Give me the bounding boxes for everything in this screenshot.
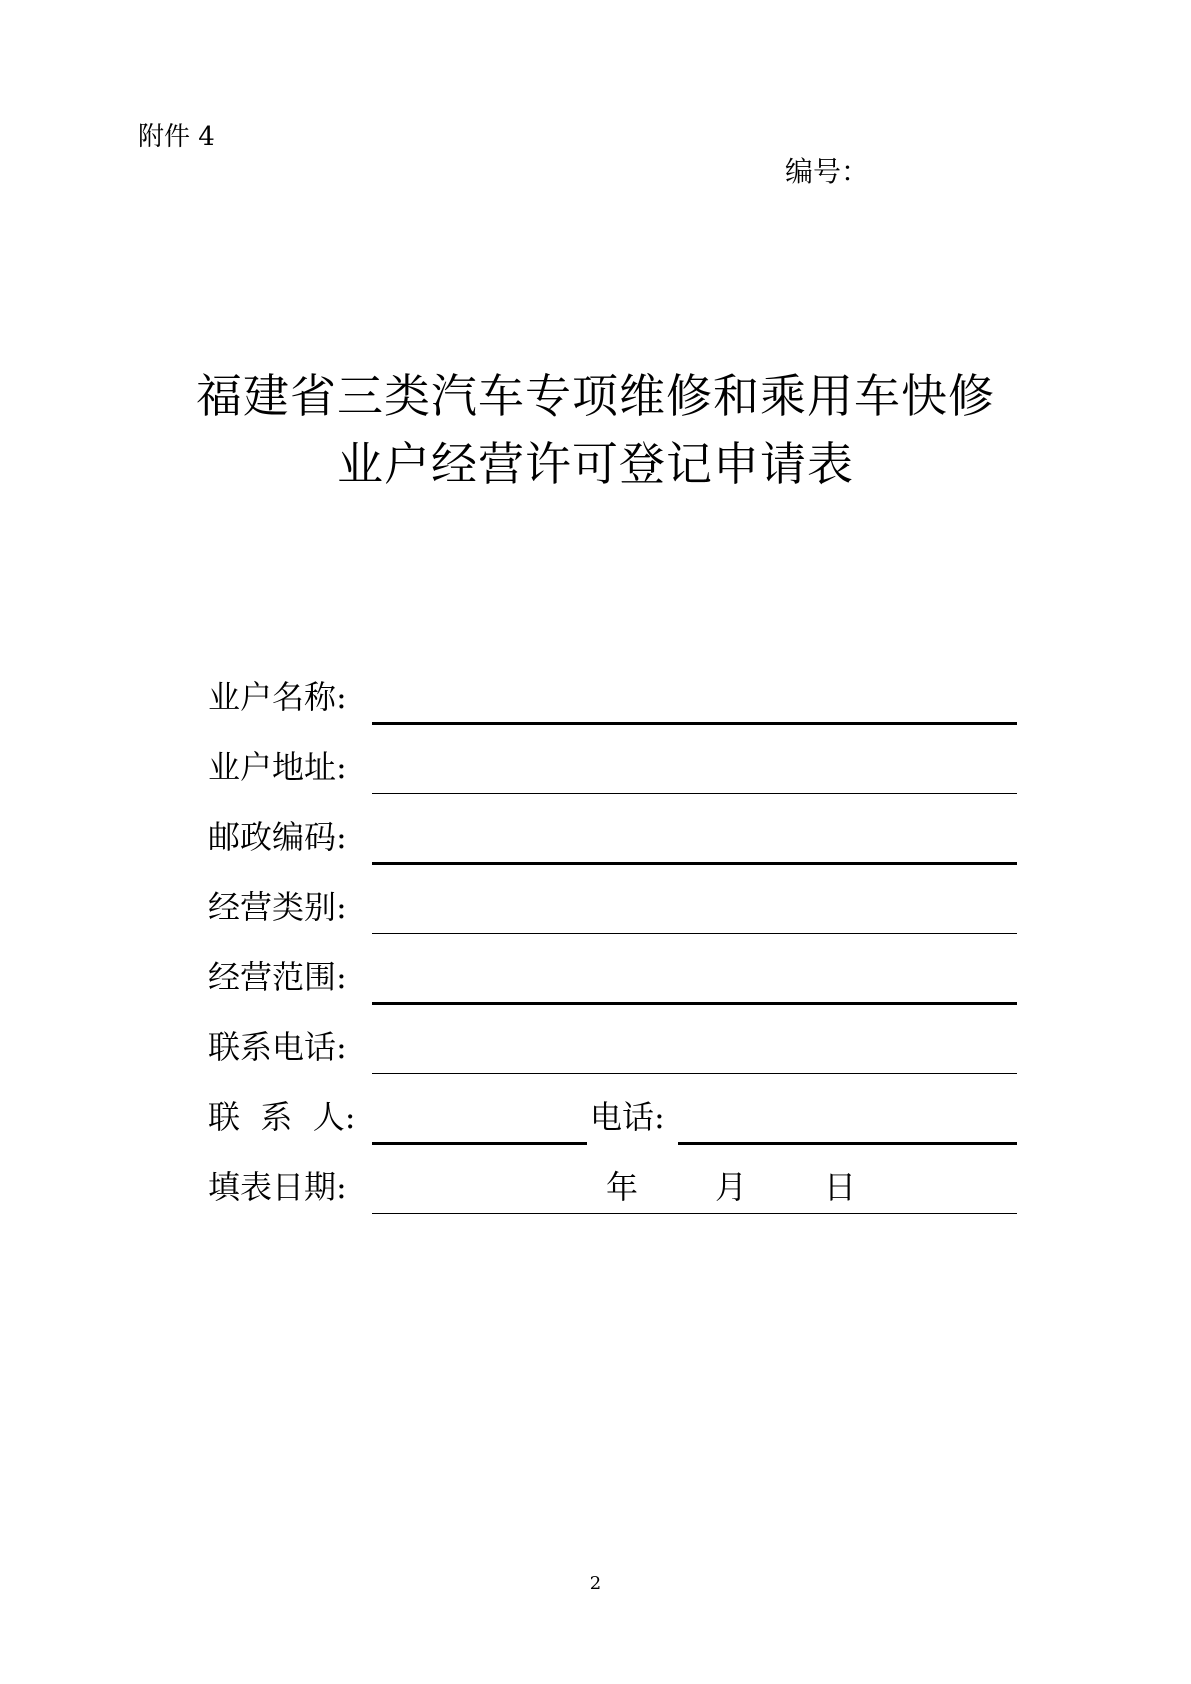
field-line-address[interactable]	[372, 793, 1017, 794]
field-label-contact-person: 联 系 人:	[208, 1098, 356, 1136]
field-label-category: 经营类别:	[208, 888, 347, 926]
field-label-name: 业户名称:	[208, 678, 347, 716]
field-line-name[interactable]	[372, 722, 1017, 725]
field-label-address: 业户地址:	[208, 748, 347, 786]
form-title-line-2: 业户经营许可登记申请表	[337, 437, 854, 491]
page-number: 2	[589, 1573, 602, 1594]
form-title-line-1: 福建省三类汽车专项维修和乘用车快修	[196, 369, 995, 423]
field-line-scope[interactable]	[372, 1002, 1017, 1005]
date-year-label: 年	[606, 1168, 639, 1206]
field-line-postcode[interactable]	[372, 862, 1017, 865]
field-label-scope: 经营范围:	[208, 958, 347, 996]
date-day-label: 日	[824, 1168, 857, 1206]
field-label-phone: 电话:	[590, 1098, 665, 1136]
field-line-contact-person[interactable]	[372, 1142, 587, 1145]
field-line-contact-phone[interactable]	[372, 1073, 1017, 1074]
field-line-category[interactable]	[372, 933, 1017, 934]
field-line-phone[interactable]	[678, 1142, 1017, 1145]
serial-number-label: 编号：	[785, 155, 870, 188]
field-label-date: 填表日期:	[208, 1168, 347, 1206]
field-label-contact-phone: 联系电话:	[208, 1028, 347, 1066]
field-line-date[interactable]	[372, 1213, 1017, 1214]
field-label-postcode: 邮政编码:	[208, 818, 347, 856]
date-month-label: 月	[715, 1168, 748, 1206]
attachment-label: 附件 4	[138, 122, 215, 152]
